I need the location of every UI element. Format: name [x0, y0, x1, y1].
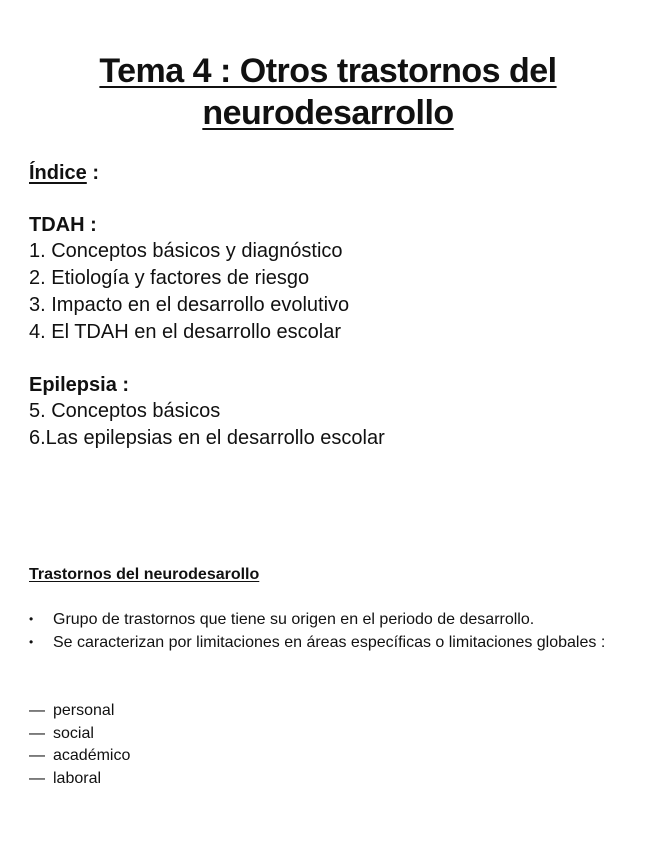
- bullet-marker: •: [29, 612, 34, 626]
- dash-text: académico: [53, 747, 131, 764]
- epilepsia-list: [29, 398, 385, 452]
- tdah-heading: TDAH :: [29, 214, 97, 236]
- dash-marker: —: [29, 769, 45, 787]
- page-title-line-1: Tema 4 : Otros trastornos del: [99, 52, 557, 90]
- trastornos-heading: Trastornos del neurodesarollo: [29, 566, 260, 583]
- list-item: 1. Conceptos básicos y diagnóstico: [29, 240, 343, 262]
- dash-item: [29, 768, 130, 791]
- dash-marker: —: [29, 747, 45, 764]
- index-heading: [29, 160, 99, 186]
- dash-text: laboral: [53, 769, 102, 787]
- bullet-text: Se caracterizan por limitaciones en áreas específicas o limitaciones globales :: [53, 634, 606, 651]
- list-item: 2. Etiología y factores de riesgo: [29, 267, 310, 289]
- list-item: 5. Conceptos básicos: [29, 400, 221, 422]
- dash-item: [29, 745, 130, 768]
- bullet-text: Grupo de trastornos que tiene su origen en el periodo de desarrollo.: [53, 611, 535, 628]
- index-label: Índice: [29, 162, 87, 184]
- list-item: 3. Impacto en el desarrollo evolutivo: [29, 294, 350, 316]
- dash-text: personal: [53, 702, 115, 719]
- trastornos-dash-list: [29, 700, 130, 790]
- dash-item: [29, 700, 130, 723]
- dash-text: social: [53, 724, 94, 742]
- dash-marker: —: [29, 702, 45, 719]
- list-item: 4. El TDAH en el desarrollo escolar: [29, 321, 341, 343]
- bullet-marker: •: [29, 635, 34, 649]
- page-title-line-2: neurodesarrollo: [202, 94, 454, 132]
- index-colon: :: [86, 162, 100, 184]
- tdah-list: [29, 238, 349, 346]
- dash-marker: —: [29, 724, 45, 742]
- list-item: 6.Las epilepsias en el desarrollo escolar: [29, 427, 385, 449]
- bullet-item: [29, 631, 629, 654]
- epilepsia-heading: Epilepsia :: [29, 374, 130, 396]
- bullet-item: [29, 608, 629, 631]
- trastornos-bullet-list: [29, 608, 629, 654]
- page-title: [0, 50, 656, 134]
- dash-item: [29, 723, 130, 746]
